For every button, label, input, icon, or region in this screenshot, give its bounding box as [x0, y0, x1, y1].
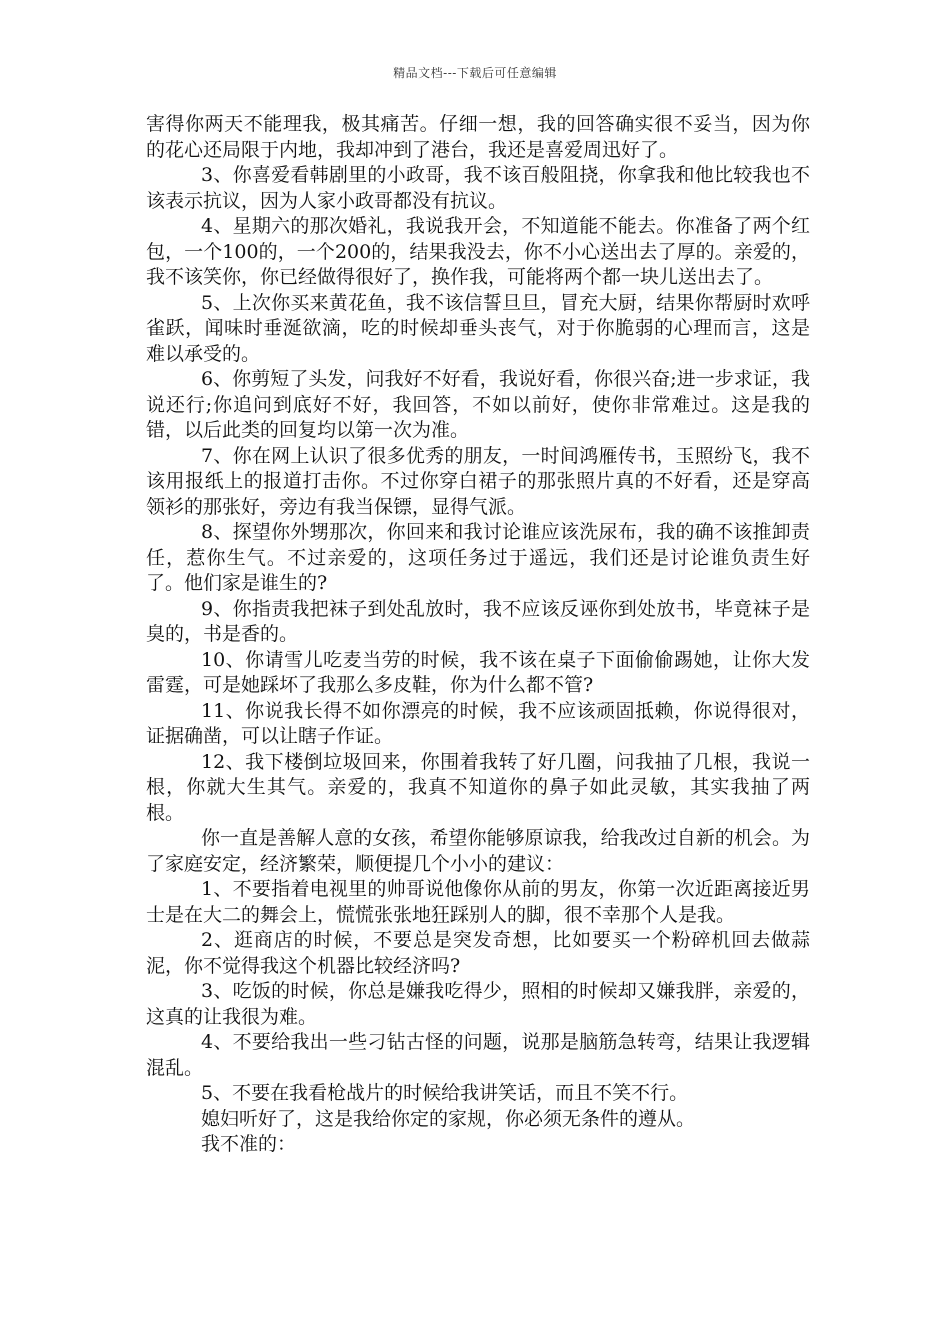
paragraph: 7、你在网上认识了很多优秀的朋友，一时间鸿雁传书，玉照纷飞，我不该用报纸上的报道打击你。不过你穿白裙子的那张照片真的不好看，还是穿高领衫的那张好，旁边有我当保镖，显得气派。 — [146, 444, 810, 518]
paragraph: 3、吃饭的时候，你总是嫌我吃得少，照相的时候却又嫌我胖，亲爱的，这真的让我很为难。 — [146, 980, 810, 1028]
paragraph: 你一直是善解人意的女孩，希望你能够原谅我，给我改过自新的机会。为了家庭安定，经济繁荣，顺便提几个小小的建议： — [146, 827, 810, 875]
paragraph: 媳妇听好了，这是我给你定的家规，你必须无条件的遵从。 — [201, 1107, 696, 1130]
paragraph: 5、不要在我看枪战片的时候给我讲笑话，而且不笑不行。 — [201, 1082, 689, 1104]
paragraph: 我不准的： — [201, 1133, 297, 1155]
paragraph: 害得你两天不能理我，极其痛苦。仔细一想，我的回答确实很不妥当，因为你的花心还局限于内地，我却冲到了港台，我还是喜爱周迅好了。 — [146, 113, 810, 161]
paragraph: 1、不要指着电视里的帅哥说他像你从前的男友，你第一次近距离接近男士是在大二的舞会上，慌慌张张地狂踩别人的脚，很不幸那个人是我。 — [146, 878, 810, 926]
paragraph: 2、逛商店的时候，不要总是突发奇想，比如要买一个粉碎机回去做蒜泥，你不觉得我这个机器比较经济吗? — [146, 929, 810, 977]
paragraph: 10、你请雪儿吃麦当劳的时候，我不该在桌子下面偷偷踢她，让你大发雷霆，可是她踩坏了我那么多皮鞋，你为什么都不管? — [146, 648, 810, 696]
paragraph: 4、不要给我出一些刁钻古怪的问题，说那是脑筋急转弯，结果让我逻辑混乱。 — [146, 1031, 810, 1079]
paragraph: 9、你指责我把袜子到处乱放时，我不应该反诬你到处放书，毕竟袜子是臭的，书是香的。 — [146, 597, 810, 645]
paragraph: 5、上次你买来黄花鱼，我不该信誓旦旦，冒充大厨，结果你帮厨时欢呼雀跃，闻味时垂涎欲滴，吃的时候却垂头丧气，对于你脆弱的心理而言，这是难以承受的。 — [146, 291, 810, 365]
paragraph: 6、你剪短了头发，问我好不好看，我说好看，你很兴奋;进一步求证，我说还行;你追问到底好不好，我回答，不如以前好，使你非常难过。这是我的错，以后此类的回复均以第一次为准。 — [146, 368, 810, 441]
paragraph: 11、你说我长得不如你漂亮的时候，我不应该顽固抵赖，你说得很对，证据确凿，可以让瞎子作证。 — [146, 699, 810, 747]
page-header: 精品文档---下载后可任意编辑 — [393, 66, 557, 80]
paragraph: 3、你喜爱看韩剧里的小政哥，我不该百般阻挠，你拿我和他比较我也不该表示抗议，因为人家小政哥都没有抗议。 — [146, 164, 810, 212]
paragraph: 4、星期六的那次婚礼，我说我开会，不知道能不能去。你准备了两个红包，一个100的，一个200的，结果我没去，你不小心送出去了厚的。亲爱的，我不该笑你，你已经做得很好了，换作我，可能将两个都一块儿送出去了。 — [146, 215, 810, 288]
document-body — [146, 112, 810, 1158]
paragraph: 12、我下楼倒垃圾回来，你围着我转了好几圈，问我抽了几根，我说一根，你就大生其气。亲爱的，我真不知道你的鼻子如此灵敏，其实我抽了两根。 — [146, 750, 810, 824]
paragraph: 8、探望你外甥那次，你回来和我讨论谁应该洗尿布，我的确不该推卸责任，惹你生气。不过亲爱的，这项任务过于遥远，我们还是讨论谁负责生好了。他们家是谁生的? — [146, 521, 810, 594]
